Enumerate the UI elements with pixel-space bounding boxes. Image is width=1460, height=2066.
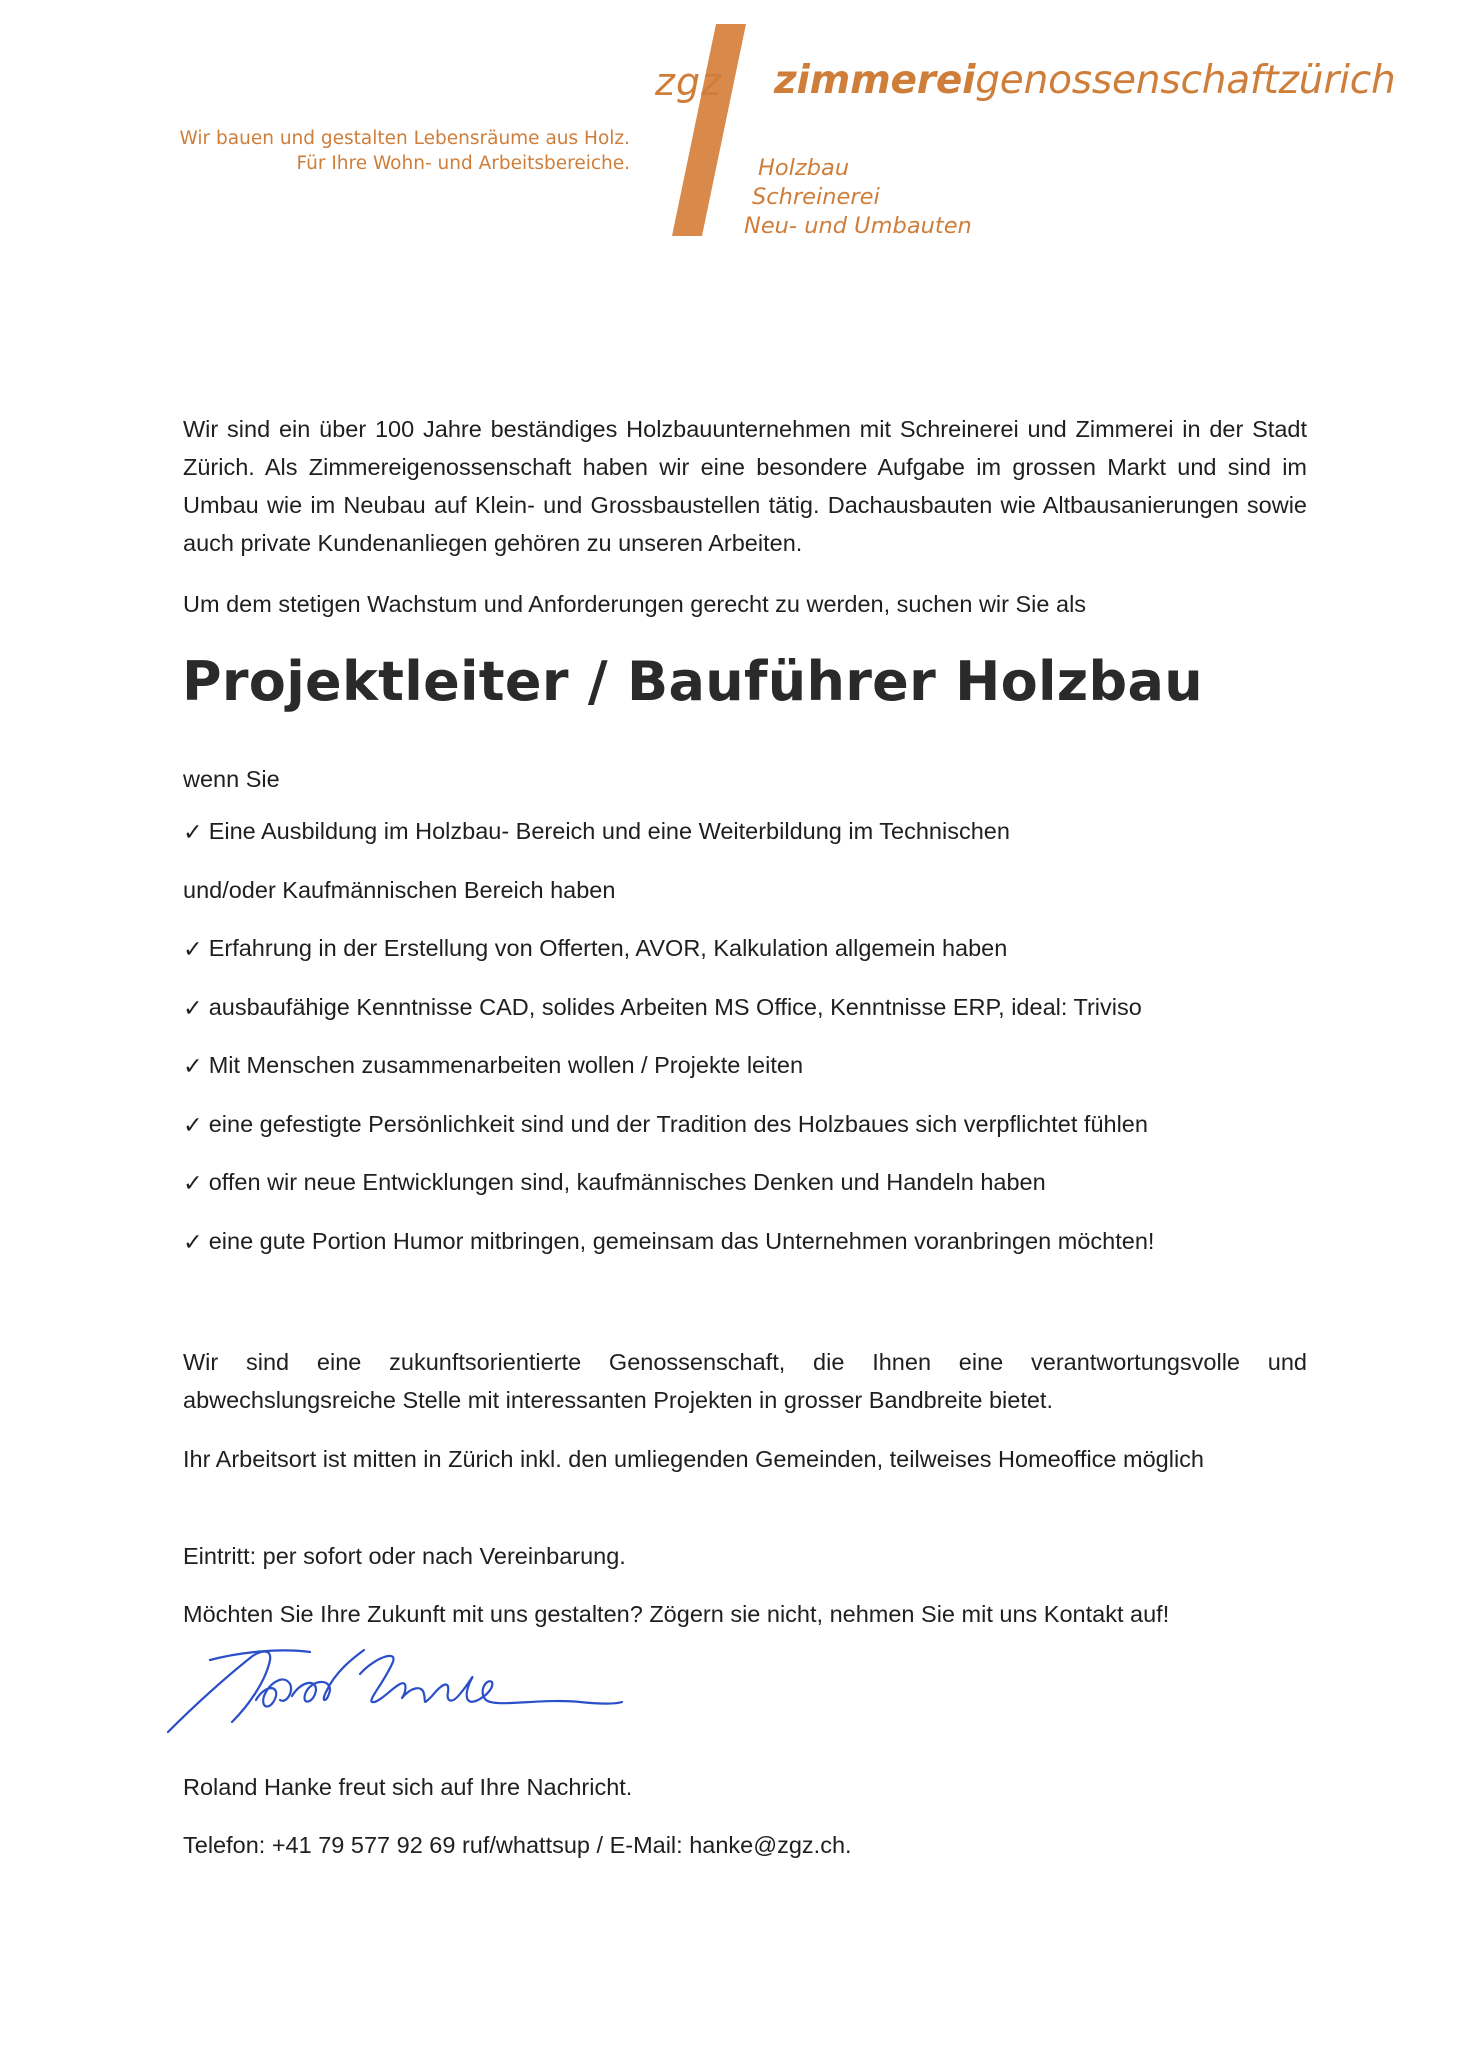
- job-title: Projektleiter / Bauführer Holzbau: [182, 650, 1203, 713]
- logo-name-bold: zimmerei: [774, 58, 976, 103]
- company-tagline: [120, 126, 630, 176]
- logo-name-rest: genossenschaftzürich: [975, 58, 1396, 103]
- requirement-text: eine gefestigte Persönlichkeit sind und der Tradition des Holzbaues sich verpflichtet fühlen: [208, 1110, 1148, 1137]
- requirements-list: [183, 818, 1154, 1286]
- list-item: [183, 994, 1154, 1053]
- requirement-text: Erfahrung in der Erstellung von Offerten, AVOR, Kalkulation allgemein haben: [208, 935, 1008, 961]
- logo-bar-graphic: [672, 24, 752, 240]
- requirement-text: eine gute Portion Humor mitbringen, gemeinsam das Unternehmen voranbringen möchten!: [208, 1227, 1155, 1254]
- company-logo-name: [774, 58, 1396, 103]
- offer-paragraph: Wir sind eine zukunftsorientierte Genossenschaft, die Ihnen eine verantwortungsvolle und abwechslungsreiche Stelle mit interessanten Projekten in grosser Bandbreite bietet.: [183, 1349, 1307, 1413]
- list-item: [183, 935, 1154, 994]
- services-list: [744, 154, 972, 241]
- requirement-continuation-text: und/oder Kaufmännischen Bereich haben: [183, 876, 616, 903]
- checkmark-icon: ✓: [183, 1110, 203, 1139]
- requirement-text: offen wir neue Entwicklungen sind, kaufmännisches Denken und Handeln haben: [208, 1169, 1046, 1195]
- list-item: [183, 1228, 1154, 1287]
- contact-line: Telefon: +41 79 577 92 69 ruf/whattsup / E-Mail: hanke@zgz.ch.: [183, 1832, 852, 1858]
- checkmark-icon: ✓: [183, 1227, 203, 1256]
- checkmark-icon: ✓: [183, 935, 203, 963]
- list-item: [183, 1169, 1154, 1228]
- tagline-line-1: Wir bauen und gestalten Lebensräume aus Holz.: [179, 128, 630, 149]
- service-item: Holzbau: [758, 155, 850, 181]
- entry-date: Eintritt: per sofort oder nach Vereinbarung.: [183, 1543, 626, 1569]
- requirement-text: ausbaufähige Kenntnisse CAD, solides Arbeiten MS Office, Kenntnisse ERP, ideal: Triviso: [208, 993, 1142, 1020]
- checkmark-icon: ✓: [183, 818, 203, 846]
- handwritten-signature: [160, 1630, 660, 1760]
- checkmark-icon: ✓: [183, 1169, 203, 1197]
- closing-line: Roland Hanke freut sich auf Ihre Nachricht.: [183, 1774, 633, 1800]
- list-item: [183, 818, 1154, 877]
- requirement-text: Eine Ausbildung im Holzbau- Bereich und eine Weiterbildung im Technischen: [208, 818, 1010, 844]
- logo-abbreviation: zgz: [655, 60, 723, 104]
- requirement-text: Mit Menschen zusammenarbeiten wollen / Projekte leiten: [208, 1052, 804, 1078]
- call-to-action: Möchten Sie Ihre Zukunft mit uns gestalten? Zögern sie nicht, nehmen Sie mit uns Kontakt auf!: [183, 1601, 1170, 1627]
- list-item-continuation: [183, 877, 1154, 936]
- tagline-line-2: Für Ihre Wohn- und Arbeitsbereiche.: [296, 153, 630, 174]
- service-item: Neu- und Umbauten: [744, 213, 972, 239]
- service-item: Schreinerei: [752, 184, 880, 210]
- workplace-paragraph: Ihr Arbeitsort ist mitten in Zürich inkl. den umliegenden Gemeinden, teilweises Homeoffice möglich: [183, 1446, 1204, 1472]
- search-line: Um dem stetigen Wachstum und Anforderungen gerecht zu werden, suchen wir Sie als: [183, 591, 1087, 617]
- requirements-lead: wenn Sie: [183, 766, 280, 792]
- intro-paragraph: Wir sind ein über 100 Jahre beständiges Holzbauunternehmen mit Schreinerei und Zimmerei in der Stadt Zürich. Als Zimmereigenossenschaft haben wir eine besondere Aufgabe im grossen Markt und sind im Umbau wie im Neubau auf Klein- und Grossbaustellen tätig. Dachausbauten wie Altbausanierungen sowie auch private Kundenanliegen gehören zu unseren Arbeiten.: [183, 416, 1307, 556]
- checkmark-icon: ✓: [183, 1052, 203, 1080]
- list-item: [183, 1052, 1154, 1111]
- checkmark-icon: ✓: [183, 993, 203, 1022]
- list-item: [183, 1111, 1154, 1170]
